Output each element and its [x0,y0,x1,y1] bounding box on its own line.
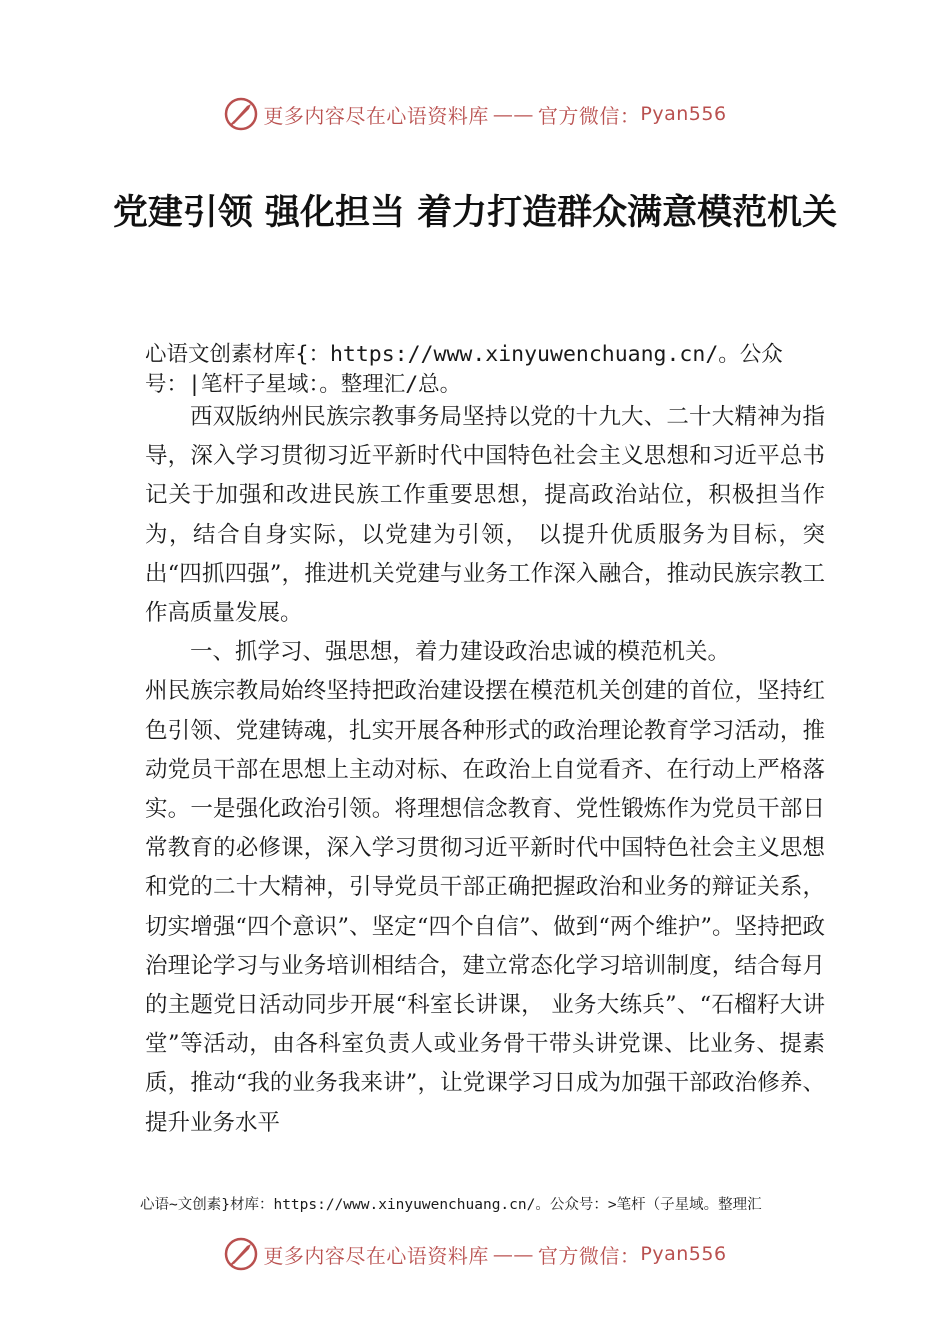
document-body [145,398,825,1143]
footer-source-line: 心语~文创素}材库：https://www.xinyuwenchuang.cn/。公众号：>笔杆（子星域。整理汇 [140,1197,762,1213]
banner-wechat-id: Pyan556 [640,103,727,125]
source-line: 心语文创素材库{：https://www.xinyuwenchuang.cn/。公众号：|笔杆子星域：。整理汇/总。 [145,342,783,397]
banner-text: 更多内容尽在心语资料库 [263,103,489,128]
banner-dash: —— [492,1242,534,1266]
paragraph-intro: 西双版纳州民族宗教事务局坚持以党的十九大、二十大精神为指导，深入学习贯彻习近平新时代中国特色社会主义思想和习近平总书记关于加强和改进民族工作重要思想，提高政治站位，积极担当作为，结合自身实际，以党建为引领， 以提升优质服务为目标，突出“四抓四强”，推进机关党建与业务工作深入融合，推动民族宗教工作高质量发展。 [145,404,825,627]
paragraph-section-1: 州民族宗教局始终坚持把政治建设摆在模范机关创建的首位，坚持红色引领、党建铸魂，扎实开展各种形式的政治理论教育学习活动，推动党员干部在思想上主动对标、在政治上自觉看齐、在行动上严格落实。一是强化政治引领。将理想信念教育、党性锻炼作为党员干部日常教育的必修课，深入学习贯彻习近平新时代中国特色社会主义思想和党的二十大精神，引导党员干部正确把握政治和业务的辩证关系， 切实增强“四个意识”、坚定“四个自信”、做到“两个维护”。坚持把政治理论学习与业务培训相结合，建立常态化学习培训制度，结合每月的主题党日活动同步开展“科室长讲课， 业务大练兵”、“石榴籽大讲堂”等活动，由各科室负责人或业务骨干带头讲党课、比业务、提素质，推动“我的业务我来讲”，让党课学习日成为加强干部政治修养、提升业务水平 [145,678,825,1136]
banner-wechat-label: 官方微信： [537,103,641,128]
section-heading-1: 一、抓学习、强思想，着力建设政治忠诚的模范机关。 [190,639,731,666]
banner-wechat-id: Pyan556 [640,1243,727,1265]
bottom-banner [0,1232,950,1276]
quill-pen-logo-icon [223,1236,259,1272]
document-title: 党建引领 强化担当 着力打造群众满意模范机关 [112,192,838,233]
top-banner [0,92,950,136]
banner-dash: —— [492,102,534,126]
quill-pen-logo-icon [223,96,259,132]
banner-wechat-label: 官方微信： [537,1243,641,1268]
banner-text: 更多内容尽在心语资料库 [263,1243,489,1268]
